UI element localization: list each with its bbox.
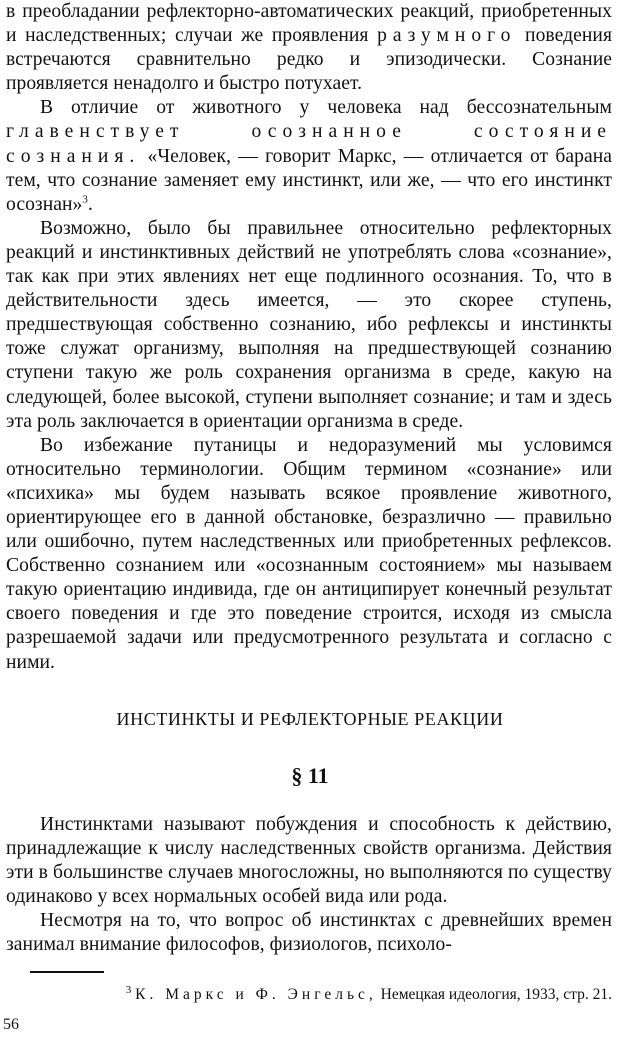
footnote-reference: 3 — [82, 193, 88, 206]
footnote-citation: Немецкая идеология, 1933, стр. 21. — [376, 986, 612, 1003]
section-number: § 11 — [291, 763, 329, 788]
paragraph-1-text: в преобладании рефлекторно-автоматических реакций, приобретенных и наследственных; случаи же проявления — [6, 1, 612, 47]
paragraph-2 — [6, 96, 612, 216]
main-text-top — [6, 0, 612, 675]
paragraph-2-text: В отличие от животного у человека над бессознательным — [40, 97, 612, 119]
paragraph-6: Несмотря на то, что вопрос об инстинктах с древнейших времен занимал внимание философов, физиологов, психоло- — [6, 910, 612, 956]
footnote — [34, 985, 612, 1005]
paragraph-3: Возможно, было бы правильнее относительно рефлекторных реакций и инстинктивных действий не употреблять слова «сознание», так как при этих явлениях нет еще подлинного осознания. То, что в действительности здесь имеется, — это скорее ступень, предшествующая собственно сознанию, ибо рефлексы и инстинкты тоже служат организму, выполняя на предшествующей сознанию ступени такую же роль сохранения организма в среде, какую на следующей, более высокой, ступени выполняет сознание; и там и здесь эта роль заключается в ориентации организма в среде. — [6, 217, 612, 432]
footnote-divider — [30, 971, 104, 973]
footnote-author: К. Маркс и Ф. Энгельс, — [135, 986, 377, 1003]
paragraph-4: Во избежание путаницы и недоразумений мы условимся относительно терминологии. Общим термином «сознание» или «психика» мы будем называть всякое проявление животного, ориентирующее его в данной обстановке, безразлично — правильно или ошибочно, путем наследственных или приобретенных рефлексов. Собственно сознанием или «осознанным состоянием» мы называем такую ориентацию индивида, где он антиципирует конечный результат своего поведения и где это поведение строится, исходя из смысла разрешаемой задачи или предусмотренного результата и согласно с ними. — [6, 434, 612, 673]
paragraph-1-text-end: поведения встречаются сравнительно редко и эпизодически. Сознание проявляется ненадолго и быстро потухает. — [6, 25, 613, 95]
paragraph-2-quote: «Человек, — говорит Маркс, — отличается от барана тем, что сознание заменяет ему инстинкт, или же, — что его инстинкт осознан» — [6, 145, 612, 215]
main-text-bottom — [6, 813, 612, 958]
footnote-mark: 3 — [125, 983, 132, 996]
paragraph-2-end: . — [87, 193, 93, 215]
page-number: 56 — [3, 1016, 19, 1033]
section-heading: ИНСТИНКТЫ И РЕФЛЕКТОРНЫЕ РЕАКЦИИ — [116, 709, 504, 729]
paragraph-1-spaced-word: разумного — [377, 25, 517, 47]
paragraph-2-spaced-phrase: главенствует осознанное состояние сознания. — [6, 121, 612, 167]
paragraph-5: Инстинктами называют побуждения и способность к действию, принадлежащие к числу наследственных свойств организма. Действия эти в большинстве случаев многосложны, но выполняются по существу одинаково у всех нормальных особей вида или рода. — [6, 814, 612, 908]
paragraph-continued — [6, 0, 612, 96]
